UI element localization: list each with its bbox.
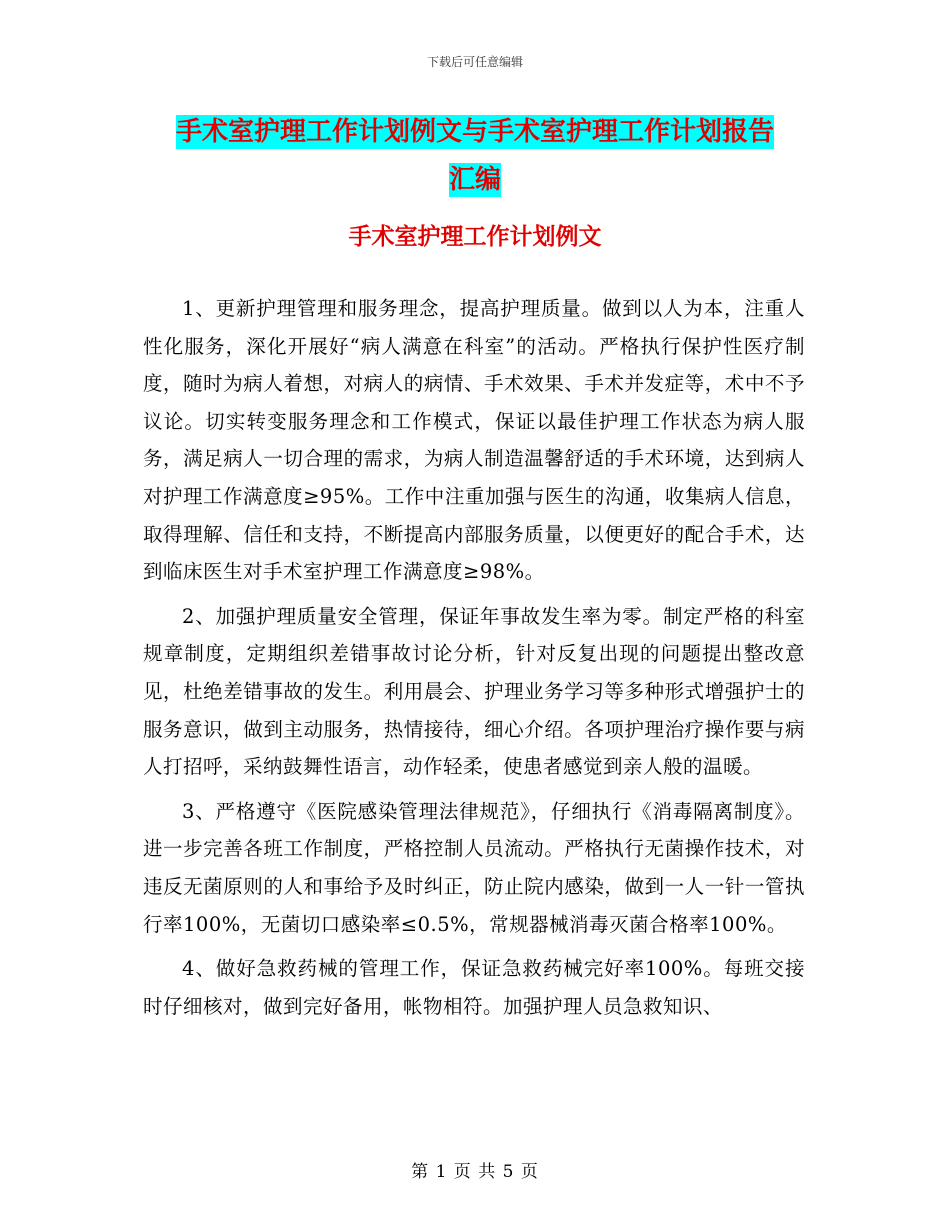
- paragraph-2: 2、加强护理质量安全管理，保证年事故发生率为零。制定严格的科室规章制度，定期组织差错事故讨论分析，针对反复出现的问题提出整改意见，杜绝差错事故的发生。利用晨会、护理业务学习等多种形式增强护士的服务意识，做到主动服务，热情接待，细心介绍。各项护理治疗操作要与病人打招呼，采纳鼓舞性语言，动作轻柔，使患者感觉到亲人般的温暖。: [143, 604, 805, 779]
- page-number: 第 1 页 共 5 页: [411, 1162, 539, 1182]
- document-title: [140, 108, 810, 204]
- document-title-line2: 汇编: [448, 165, 501, 195]
- section-title: 手术室护理工作计划例文: [348, 223, 602, 250]
- paragraph-1: 1、更新护理管理和服务理念，提高护理质量。做到以人为本，注重人性化服务，深化开展好“病人满意在科室”的活动。严格执行保护性医疗制度，随时为病人着想，对病人的病情、手术效果、手术并发症等，术中不予议论。切实转变服务理念和工作模式，保证以最佳护理工作状态为病人服务，满足病人一切合理的需求，为病人制造温馨舒适的手术环境，达到病人对护理工作满意度≥95%。工作中注重加强与医生的沟通，收集病人信息，取得理解、信任和支持，不断提高内部服务质量，以便更好的配合手术，达到临床医生对手术室护理工作满意度≥98%。: [143, 297, 805, 584]
- paragraph-4: 4、做好急救药械的管理工作，保证急救药械完好率100%。每班交接时仔细核对，做到完好备用，帐物相符。加强护理人员急救知识、: [143, 957, 805, 1018]
- header-note: 下载后可任意编辑: [426, 55, 523, 69]
- document-title-line1: 手术室护理工作计划例文与手术室护理工作计划报告: [175, 117, 774, 147]
- document-body: [143, 290, 805, 1032]
- paragraph-3: 3、严格遵守《医院感染管理法律规范》，仔细执行《消毒隔离制度》。进一步完善各班工作制度，严格控制人员流动。严格执行无菌操作技术，对违反无菌原则的人和事给予及时纠正，防止院内感染，做到一人一针一管执行率100%，无菌切口感染率≤0.5%，常规器械消毒灭菌合格率100%。: [143, 799, 805, 936]
